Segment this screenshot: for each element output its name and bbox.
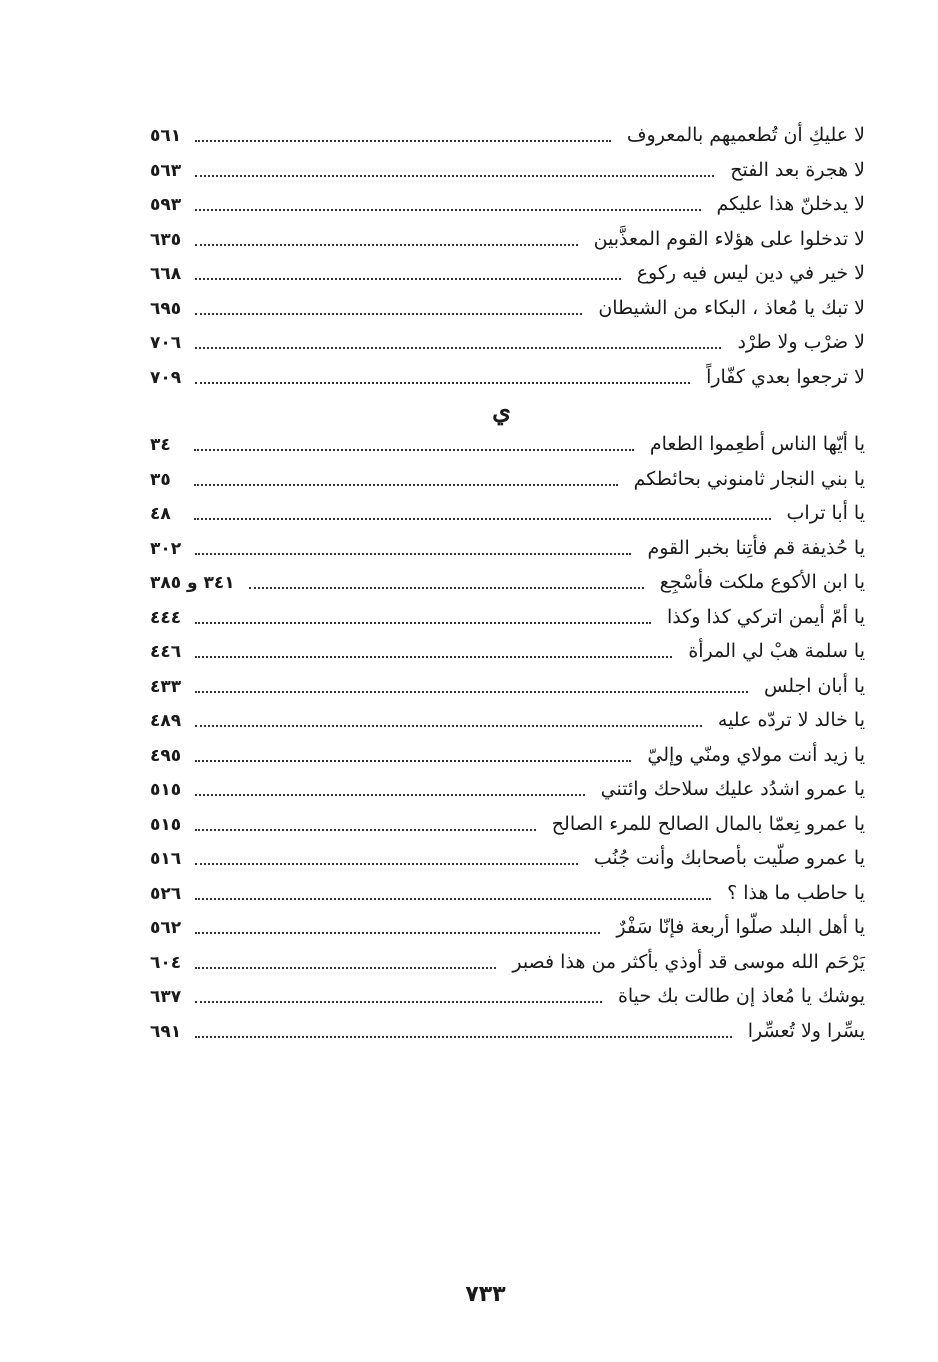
entry-text: يا أمّ أيمن اتركي كذا وكذا [666, 605, 865, 628]
entry-text: يا زيد أنت مولاي ومنّي وإليّ [647, 743, 865, 766]
dot-leader [195, 967, 496, 969]
entry-text: لا هجرة بعد الفتح [730, 158, 865, 181]
dot-leader [195, 347, 721, 349]
entry-page-number: ٧٠٩ [150, 367, 182, 388]
entry-text: يا عمرو صلّيت بأصحابك وأنت جُنُب [593, 847, 865, 869]
index-entry [150, 807, 865, 842]
entry-page-number: ٧٠٦ [150, 333, 182, 353]
index-entry [150, 634, 865, 669]
dot-leader [195, 691, 748, 693]
entry-text: يا سلمة هبْ لي المرأة [688, 640, 865, 662]
dot-leader [195, 553, 631, 555]
index-entry [150, 153, 865, 188]
entry-page-number: ٥٦١ [150, 126, 182, 146]
entry-text: يا عمرو اشدُد عليك سلاحك وائتني [600, 778, 865, 800]
index-entry [150, 876, 865, 911]
entry-text: لا عليكِ أن تُطعميهم بالمعروف [626, 124, 865, 146]
dot-leader [195, 313, 582, 315]
entry-page-number: ٦٩١ [150, 1021, 182, 1042]
dot-leader [195, 622, 651, 624]
entry-text: يا عمرو نِعمّا بالمال الصالح للمرء الصالح [551, 812, 865, 835]
entry-page-number: ٣٠٢ [150, 538, 182, 559]
dot-leader [195, 278, 621, 280]
dot-leader [195, 244, 577, 246]
index-entry [150, 462, 865, 497]
index-entry [150, 427, 865, 462]
entry-page-number: ٤٣٣ [150, 676, 182, 697]
entry-text: يا أهل البلد صلّوا أربعة فإنّا سَفْرٌ [616, 916, 865, 938]
dot-leader [195, 760, 631, 762]
dot-leader [195, 656, 672, 658]
entry-page-number: ٤٤٦ [150, 642, 182, 662]
dot-leader [195, 794, 585, 796]
entry-page-number: ٤٨ [150, 504, 171, 524]
entry-text: يا حاطب ما هذا ؟ [727, 881, 865, 904]
entry-text: يوشك يا مُعاذ إن طالت بك حياة [617, 985, 865, 1007]
dot-leader [195, 1036, 732, 1038]
entry-text: يا أبان اجلس [763, 674, 865, 697]
index-entry [150, 979, 865, 1014]
dot-leader [195, 175, 714, 177]
index-entry [150, 360, 865, 395]
index-entry [150, 738, 865, 773]
entry-page-number: ٣٤ [150, 435, 171, 455]
entry-text: يا أبا تراب [786, 502, 865, 524]
index-entry [150, 256, 865, 291]
entry-page-number: ٥٦٢ [150, 918, 182, 938]
dot-leader [194, 518, 771, 520]
index-entry [150, 291, 865, 326]
entry-page-number: ٥١٥ [150, 780, 182, 800]
entry-text: لا ترجعوا بعدي كفّاراً [706, 365, 865, 388]
index-entry [150, 496, 865, 531]
entry-text: لا تبك يا مُعاذ ، البكاء من الشيطان [598, 296, 865, 319]
index-entry [150, 118, 865, 153]
dot-leader [195, 898, 711, 900]
entry-page-number: ٥٦٣ [150, 160, 182, 181]
entry-page-number: ٦٠٤ [150, 952, 182, 973]
entry-page-number: ٥٢٦ [150, 883, 182, 904]
dot-leader [195, 863, 578, 865]
dot-leader [195, 932, 600, 934]
entry-text: لا يدخلنّ هذا عليكم [716, 193, 865, 215]
entry-text: لا ضرْب ولا طرْد [737, 331, 865, 353]
entry-page-number: ٦٣٥ [150, 229, 182, 250]
index-entry [150, 325, 865, 360]
index-entry [150, 772, 865, 807]
entry-page-number: ٦٦٨ [150, 264, 182, 284]
entry-text: يا خالد لا تردّه عليه [717, 709, 865, 731]
entry-page-number: ٣٤١ و ٣٨٥ [150, 573, 235, 593]
dot-leader [194, 484, 618, 486]
entry-text: يا بني النجار ثامنوني بحائطكم [633, 467, 865, 490]
entry-page-number: ٦٣٧ [150, 987, 182, 1007]
index-entry [150, 669, 865, 704]
entry-text: لا خير في دين ليس فيه ركوع [636, 262, 865, 284]
entry-page-number: ٥١٦ [150, 849, 182, 869]
entry-page-number: ٤٤٤ [150, 607, 182, 628]
index-section-la [150, 118, 865, 394]
dot-leader [195, 209, 700, 211]
entry-page-number: ٤٩٥ [150, 745, 182, 766]
entry-text: يا أيّها الناس أطعِموا الطعام [649, 433, 865, 455]
index-entry [150, 841, 865, 876]
index-entry [150, 565, 865, 600]
entry-page-number: ٥١٥ [150, 814, 182, 835]
index-entry [150, 222, 865, 257]
dot-leader [195, 829, 536, 831]
index-section-ya [150, 427, 865, 1048]
entry-text: لا تدخلوا على هؤلاء القوم المعذَّبين [593, 227, 865, 250]
entry-page-number: ٥٩٣ [150, 195, 182, 215]
index-entry [150, 945, 865, 980]
dot-leader [249, 587, 644, 589]
entry-page-number: ٣٥ [150, 469, 171, 490]
entry-text: يَرْحَم الله موسى قد أوذي بأكثر من هذا فصبر [512, 950, 865, 973]
index-entry [150, 1014, 865, 1049]
letter-heading: ي [492, 396, 511, 425]
index-entry [150, 187, 865, 222]
page-number: ٧٣٣ [465, 1282, 506, 1307]
dot-leader [195, 382, 690, 384]
index-entry [150, 910, 865, 945]
dot-leader [195, 1001, 602, 1003]
entry-text: يا حُذيفة قم فأتِنا بخبر القوم [647, 536, 865, 559]
entry-page-number: ٦٩٥ [150, 298, 182, 319]
entry-text: يسِّرا ولا تُعسِّرا [747, 1019, 865, 1042]
dot-leader [195, 140, 611, 142]
dot-leader [194, 449, 634, 451]
entry-page-number: ٤٨٩ [150, 711, 182, 731]
entry-text: يا ابن الأكوع ملكت فأسْجِع [659, 571, 865, 593]
dot-leader [195, 725, 702, 727]
index-entry [150, 600, 865, 635]
index-entry [150, 531, 865, 566]
index-entry [150, 703, 865, 738]
